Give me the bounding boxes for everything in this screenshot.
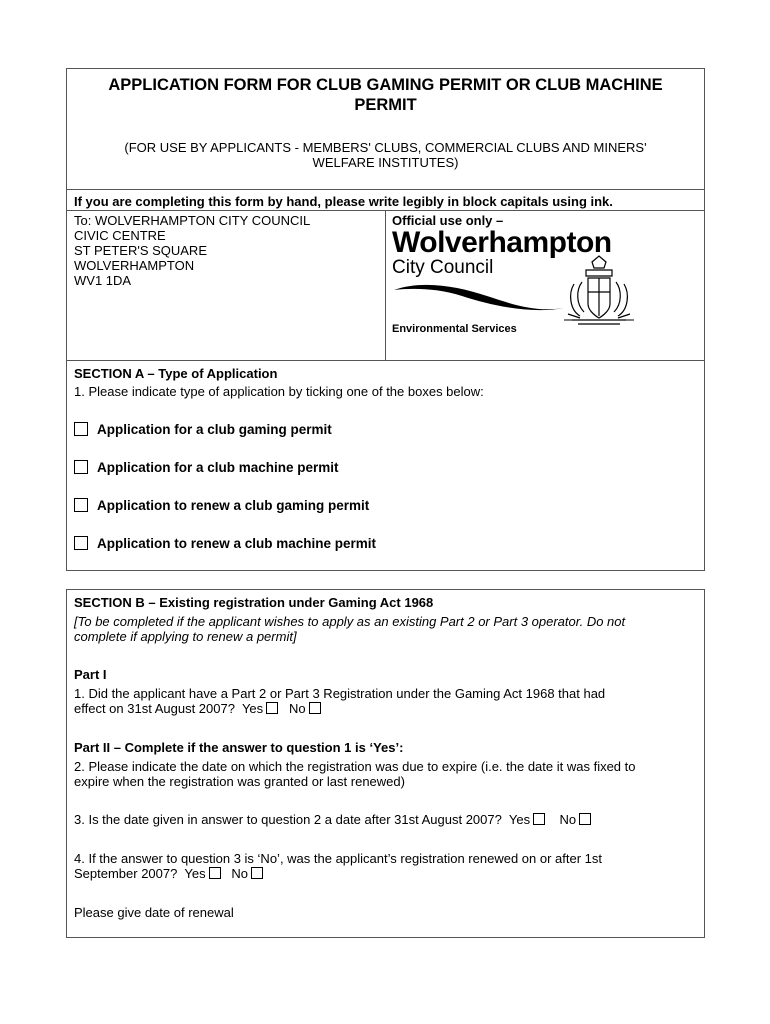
question-2-line1: 2. Please indicate the date on which the registration was due to expire (i.e. the date it was fixed to [74, 759, 636, 774]
page-title [66, 75, 705, 115]
option-label: Application for a club machine permit [97, 460, 339, 475]
question-4-line1: 4. If the answer to question 3 is ‘No’, was the applicant’s registration renewed on or after 1st [74, 851, 602, 866]
option-renew-gaming-permit [74, 498, 369, 513]
page-title-line1: APPLICATION FORM FOR CLUB GAMING PERMIT OR CLUB MACHINE [108, 76, 663, 94]
official-use-label: Official use only – [392, 213, 504, 228]
logo-name: Wolverhampton [392, 226, 612, 259]
option-label: Application for a club gaming permit [97, 422, 332, 437]
address-divider [385, 210, 386, 361]
option-label: Application to renew a club gaming permit [97, 498, 370, 513]
question-1-text: effect on 31st August 2007? [74, 701, 235, 716]
no-label: No [231, 866, 249, 881]
q4-no-checkbox[interactable] [251, 867, 263, 879]
q1-no-checkbox[interactable] [309, 702, 321, 714]
council-logo [392, 226, 637, 341]
coat-of-arms-icon [564, 254, 634, 334]
yes-label: Yes [184, 866, 206, 881]
section-b-note-line2: complete if applying to renew a permit] [74, 629, 297, 644]
part1-heading: Part I [74, 667, 107, 682]
q1-yes-checkbox[interactable] [266, 702, 278, 714]
logo-subtitle: City Council [392, 257, 494, 278]
question-3-text: 3. Is the date given in answer to question 2 a date after 31st August 2007? [74, 812, 502, 827]
q4-yes-checkbox[interactable] [209, 867, 221, 879]
page-title-line2: PERMIT [354, 96, 417, 114]
q3-no-checkbox[interactable] [579, 813, 591, 825]
option-club-machine-permit [74, 460, 339, 475]
question-4-line2 [74, 866, 602, 881]
address-block [74, 213, 310, 288]
renewal-date-label: Please give date of renewal [74, 905, 234, 920]
question-4 [74, 851, 602, 881]
section-b-note-line1: [To be completed if the applicant wishes to apply as an existing Part 2 or Part 3 operator. Do not [74, 614, 626, 629]
checkbox-club-gaming-permit[interactable] [74, 422, 88, 436]
no-label: No [289, 701, 306, 716]
page-subtitle [66, 140, 705, 170]
question-4-text: September 2007? [74, 866, 178, 881]
option-club-gaming-permit [74, 422, 332, 437]
option-renew-machine-permit [74, 536, 376, 551]
no-label: No [559, 812, 577, 827]
page-subtitle-line1: (FOR USE BY APPLICANTS - MEMBERS' CLUBS, COMMERCIAL CLUBS AND MINERS' [124, 140, 647, 155]
section-b-heading: SECTION B – Existing registration under Gaming Act 1968 [74, 595, 434, 610]
question-3 [74, 812, 591, 827]
address-line2: CIVIC CENTRE [74, 228, 166, 243]
title-divider [66, 189, 705, 190]
question-1-line2 [74, 701, 605, 716]
swoosh-graphic [392, 278, 567, 318]
section-a-heading: SECTION A – Type of Application [74, 366, 278, 381]
page-subtitle-line2: WELFARE INSTITUTES) [312, 155, 459, 170]
address-line3: ST PETER'S SQUARE [74, 243, 207, 258]
yes-label: Yes [508, 812, 531, 827]
section-b-note [74, 614, 625, 644]
section-a-question: 1. Please indicate type of application by ticking one of the boxes below: [74, 384, 484, 399]
question-2-line2: expire when the registration was granted or last renewed) [74, 774, 405, 789]
department-name: Environmental Services [392, 323, 517, 335]
q3-yes-checkbox[interactable] [533, 813, 545, 825]
checkbox-renew-machine-permit[interactable] [74, 536, 88, 550]
question-2 [74, 759, 636, 789]
address-line1: To: WOLVERHAMPTON CITY COUNCIL [74, 213, 311, 228]
address-line4: WOLVERHAMPTON [74, 258, 195, 273]
checkbox-renew-gaming-permit[interactable] [74, 498, 88, 512]
question-1 [74, 686, 605, 716]
instruction-text: If you are completing this form by hand, please write legibly in block capitals using ink. [74, 194, 613, 209]
address-line5: WV1 1DA [74, 273, 132, 288]
checkbox-club-machine-permit[interactable] [74, 460, 88, 474]
part2-heading: Part II – Complete if the answer to question 1 is ‘Yes’: [74, 740, 404, 755]
yes-label: Yes [241, 701, 264, 716]
question-1-line1: 1. Did the applicant have a Part 2 or Part 3 Registration under the Gaming Act 1968 that had [74, 686, 606, 701]
option-label: Application to renew a club machine permit [97, 536, 377, 551]
